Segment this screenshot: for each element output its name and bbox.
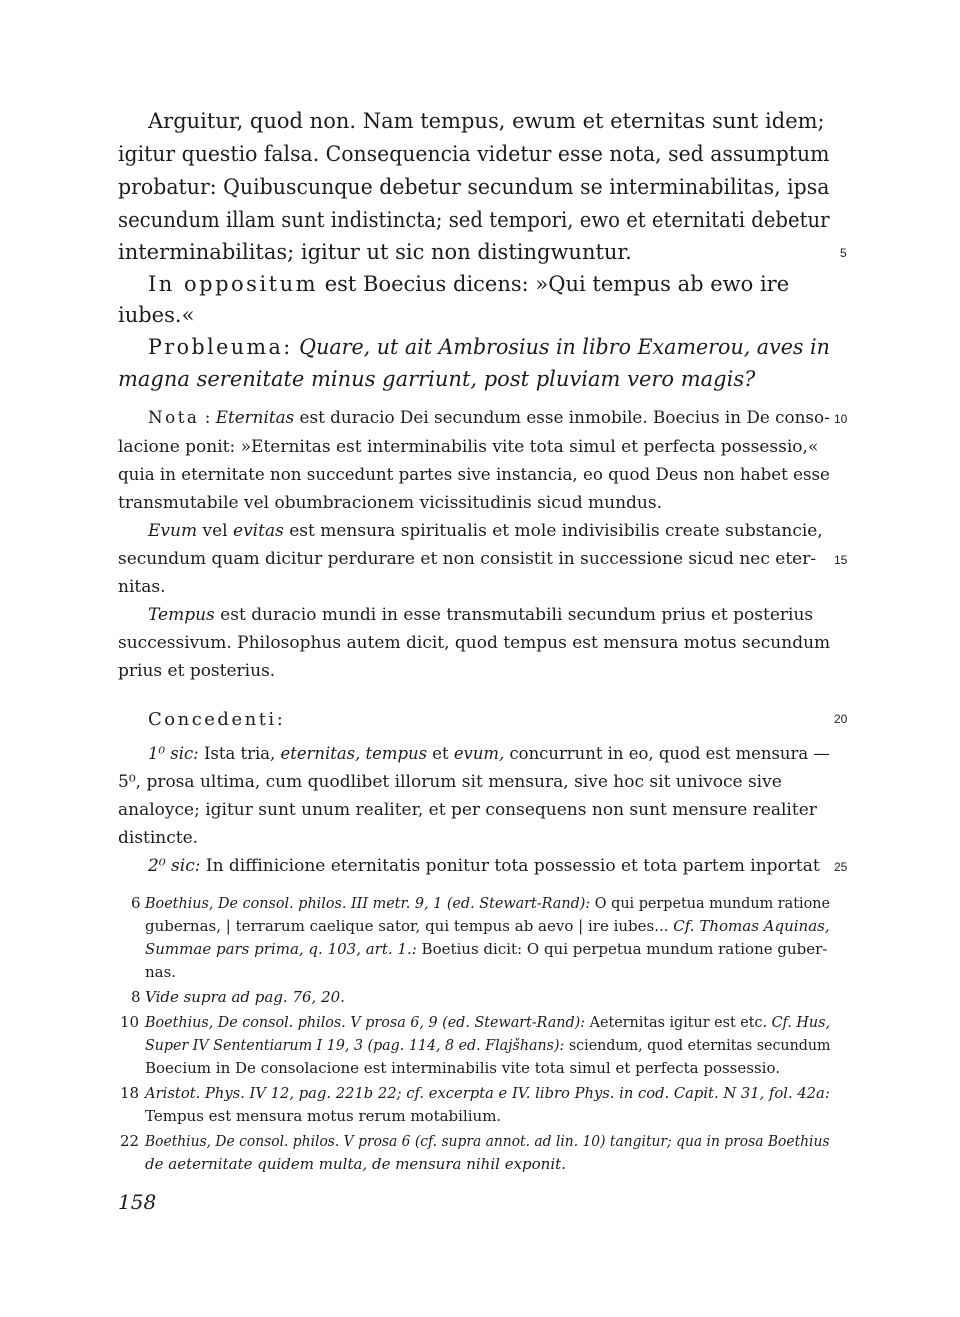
text-line: probatur: Quibuscunque debetur secundum se interminabilitas, ipsa [118,175,830,199]
italic-run: Cf. Hus, [771,1013,831,1031]
page-number: 158 [118,1190,157,1214]
text-line: nitas. [118,577,166,597]
text-line: lacione ponit: »Eternitas est interminabilis vite tota simul et perfecta possessio,« [118,437,819,457]
text-line: analoyce; igitur sunt unum realiter, et per consequens non sunt mensure realiter [118,800,817,820]
text-line: interminabilitas; igitur ut sic non distingwuntur. [118,240,632,264]
text-run: Boetius dicit: O qui perpetua mundum ratione guber- [416,940,828,958]
spaced-word: Nota [148,408,200,428]
text-line: successivum. Philosophus autem dicit, quod tempus est mensura motus secundum [118,633,831,653]
footnote-number: 6 [131,894,141,912]
section-heading: Concedenti: [148,709,286,730]
footnote-line: Tempus est mensura motus rerum motabilium. [145,1107,502,1125]
text-run: et [427,744,454,764]
line-number: 5 [840,246,847,260]
italic-run: eternitas, tempus [280,744,428,764]
italic-run: Boethius, De consol. philos. V prosa 6, 9 (ed. Stewart-Rand): [145,1013,586,1031]
text-run: : [199,408,216,428]
text-run: est mensura spiritualis et mole indivisibilis create substancie, [283,521,823,541]
footnote-line [145,915,830,938]
text-line [148,269,789,299]
italic-run: Quare, ut ait Ambrosius in libro Examerou, aves in [292,335,830,359]
text-line: distincte. [118,828,199,848]
footnote-line: Aristot. Phys. IV 12, pag. 221b 22; cf. excerpta e IV. libro Phys. in cod. Capit. N 31, fol. 42a: [145,1084,830,1102]
italic-run: Boethius, De consol. philos. III metr. 9, 1 (ed. Stewart-Rand): [145,894,591,912]
line-number: 10 [834,412,848,426]
text-line [148,405,830,432]
text-run: Ista tria, [198,744,281,764]
line-number: 25 [834,860,848,874]
footnote-number: 18 [120,1084,140,1102]
footnote-line [145,1034,831,1057]
text-run: est Boecius dicens: »Qui tempus ab ewo ire [318,272,790,296]
text-run: concurrunt in eo, quod est mensura — [504,744,830,764]
text-line: quia in eternitate non succedunt partes sive instancia, eo quod Deus non habet esse [118,465,830,485]
italic-run: Summae pars prima, q. 103, art. 1.: [145,940,417,958]
text-run: est duracio Dei secundum esse inmobile. Boecius in De conso- [294,408,830,428]
italic-run: 2⁰ sic: [148,856,201,876]
footnote-number: 10 [120,1013,140,1031]
italic-run: evum, [453,744,505,764]
text-line [148,518,823,545]
text-line: igitur questio falsa. Consequencia videtur esse nota, sed assumptum [118,142,830,166]
line-number: 15 [834,553,848,567]
text-run: O qui perpetua mundum ratione [590,894,830,912]
footnote-number: 22 [120,1132,140,1150]
italic-run: Evum [148,521,198,541]
text-run: sciendum, quod eternitas secundum [564,1036,831,1054]
italic-run: 1⁰ sic: [148,744,199,764]
footnote-line: nas. [145,963,177,981]
text-line [148,741,830,768]
footnote-line: Boethius, De consol. philos. V prosa 6 (cf. supra annot. ad lin. 10) tangitur; qua in prosa Boethius [145,1132,830,1150]
text-line: secundum quam dicitur perdurare et non consistit in successione sicud nec eter- [118,549,817,569]
italic-run: Super IV Sententiarum I 19, 3 (pag. 114, 8 ed. Flajšhans): [145,1036,565,1054]
italic-run: evitas [233,521,284,541]
text-line: secundum illam sunt indistincta; sed tempori, ewo et eternitati debetur [118,208,830,232]
text-line: prius et posterius. [118,661,276,681]
text-line: magna serenitate minus garriunt, post pluviam vero magis? [118,367,756,391]
text-run: Aeternitas igitur est etc. [585,1013,772,1031]
text-line: transmutabile vel obumbracionem vicissitudinis sicud mundus. [118,493,662,513]
line-number: 20 [834,712,848,726]
footnote-number: 8 [131,988,141,1006]
footnote-line: de aeternitate quidem multa, de mensura nihil exponit. [145,1155,566,1173]
text-line: Arguitur, quod non. Nam tempus, ewum et eternitas sunt idem; [148,109,825,133]
text-run: vel [197,521,234,541]
spaced-word: In oppositum [148,272,319,296]
italic-run: Eternitas [215,408,295,428]
text-run: est duracio mundi in esse transmutabili secundum prius et posterius [214,605,814,625]
spaced-word: Probleuma: [148,335,293,359]
footnote-line [145,1011,830,1034]
footnote-line: Vide supra ad pag. 76, 20. [145,988,345,1006]
italic-run: Cf. Thomas Aquinas, [673,917,830,935]
text-run: gubernas, | terrarum caelique sator, qui tempus ab aevo | ire iubes... [145,917,674,935]
footnote-line [145,892,830,915]
text-run: In diffinicione eternitatis ponitur tota possessio et tota partem inportat [200,856,820,876]
text-line [148,602,813,629]
footnote-line [145,938,827,961]
footnote-line: Boecium in De consolacione est interminabilis vite tota simul et perfecta possessio. [145,1059,780,1077]
text-line [148,332,830,362]
text-line [148,853,820,880]
italic-run: Tempus [148,605,215,625]
text-line: 5⁰, prosa ultima, cum quodlibet illorum sit mensura, sive hoc sit univoce sive [118,772,782,792]
text-line: iubes.« [118,303,195,327]
